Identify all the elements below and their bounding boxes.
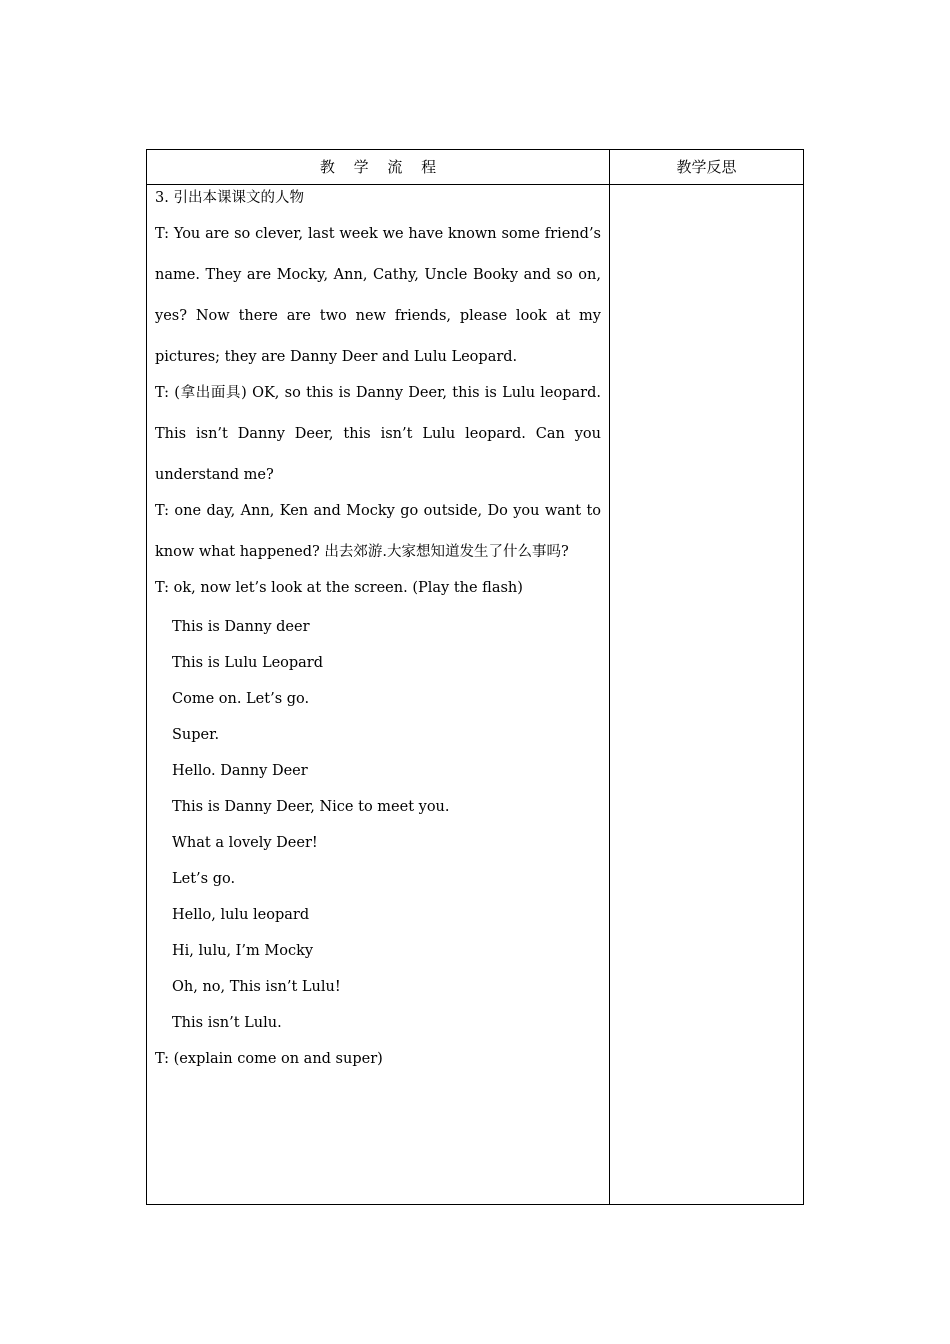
dialogue-line: Let’s go. bbox=[172, 871, 236, 887]
teaching-reflection-cell bbox=[610, 185, 803, 1204]
dialogue-line: Come on. Let’s go. bbox=[172, 691, 310, 707]
closing-line: T: (explain come on and super) bbox=[155, 1051, 383, 1067]
dialogue-line: Hi, lulu, I’m Mocky bbox=[172, 943, 314, 959]
dialogue-line: This is Danny deer bbox=[172, 619, 310, 635]
dialogue-line: Hello. Danny Deer bbox=[172, 763, 308, 779]
teaching-process-cell bbox=[155, 185, 601, 1077]
lesson-plan-table bbox=[146, 149, 804, 1205]
paragraph-introduce-friends: T: You are so clever, last week we have known some friend’s name. They are Mocky, Ann, Cathy, Uncle Booky and so on, yes? Now there are two new friends, please look at my pictures; they are Danny Deer and Lulu Leopard. bbox=[155, 226, 601, 365]
dialogue-line: What a lovely Deer! bbox=[172, 835, 318, 851]
table-header-row bbox=[147, 150, 803, 185]
header-teaching-reflection: 教学反思 bbox=[676, 158, 737, 176]
header-teaching-process: 教 学 流 程 bbox=[319, 158, 437, 176]
paragraph-go-outside: T: one day, Ann, Ken and Mocky go outside, Do you want to know what happened? 出去郊游.大家想知道发生了什么事吗? bbox=[155, 503, 601, 560]
dialogue-line: Super. bbox=[172, 727, 220, 743]
dialogue-line: This isn’t Lulu. bbox=[172, 1015, 282, 1031]
dialogue-line: This is Danny Deer, Nice to meet you. bbox=[172, 799, 450, 815]
dialogue-line: Oh, no, This isn’t Lulu! bbox=[172, 979, 341, 995]
dialogue-line: Hello, lulu leopard bbox=[172, 907, 310, 923]
paragraph-show-masks: T: (拿出面具) OK, so this is Danny Deer, this is Lulu leopard. This isn’t Danny Deer, this isn’t Lulu leopard. Can you understand me? bbox=[155, 385, 601, 483]
section-heading: 3. 引出本课课文的人物 bbox=[155, 190, 304, 206]
dialogue-line: This is Lulu Leopard bbox=[172, 655, 324, 671]
paragraph-play-flash: T: ok, now let’s look at the screen. (Play the flash) bbox=[155, 580, 523, 596]
dialogue-list bbox=[155, 609, 601, 1041]
